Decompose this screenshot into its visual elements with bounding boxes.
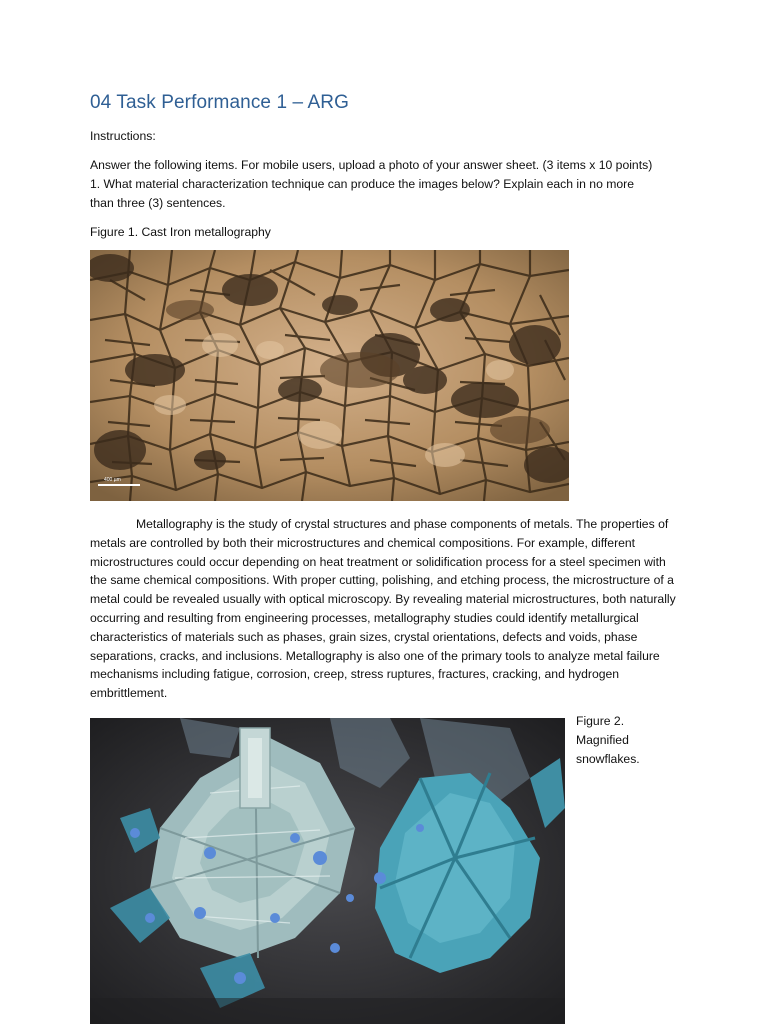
document-title: 04 Task Performance 1 – ARG bbox=[90, 92, 349, 113]
scale-bar-label: 400 µm bbox=[104, 477, 121, 483]
figure2-caption-line: Magnified bbox=[576, 732, 629, 747]
snowflake-micrograph-image bbox=[90, 718, 565, 1024]
cast-iron-micrograph-svg bbox=[90, 250, 569, 501]
intro-line: Answer the following items. For mobile users, upload a photo of your answer sheet. (3 items x 10 points) bbox=[90, 158, 653, 172]
cast-iron-micrograph-image bbox=[90, 250, 569, 501]
instructions-text bbox=[90, 156, 690, 212]
figure2-caption bbox=[576, 712, 656, 768]
figure1-caption: Figure 1. Cast Iron metallography bbox=[90, 225, 271, 239]
figure2-caption-line: snowflakes. bbox=[576, 751, 640, 766]
intro-line: than three (3) sentences. bbox=[90, 195, 226, 210]
metallography-answer-paragraph bbox=[90, 515, 676, 703]
snowflake-micrograph-svg bbox=[90, 718, 565, 1024]
intro-line: 1. What material characterization technique can produce the images below? Explain each in no more bbox=[90, 176, 635, 191]
figure2-caption-line: Figure 2. bbox=[576, 714, 625, 728]
answer-text: Metallography is the study of crystal structures and phase components of metals. The properties of metals are controlled by both their microstructures and chemical compositions. For example, different microstructures could occur depending on heat treatment or solidification process for a steel specimen with the same chemical compositions. With proper cutting, polishing, and etching process, the microstructure of a metal could be revealed usually with optical microscopy. By revealing material microstructures, both naturally occurring and resulting from engineering processes, metallography studies could identify metallurgical characteristics of materials such as phases, grain sizes, crystal orientations, defects and voids, phase separations, cracks, and inclusions. Metallography is also one of the primary tools to analyze metal failure mechanisms including fatigue, corrosion, creep, stress ruptures, fractures, cracking, and hydrogen embrittlement. bbox=[90, 517, 676, 701]
instructions-label: Instructions: bbox=[90, 129, 156, 143]
